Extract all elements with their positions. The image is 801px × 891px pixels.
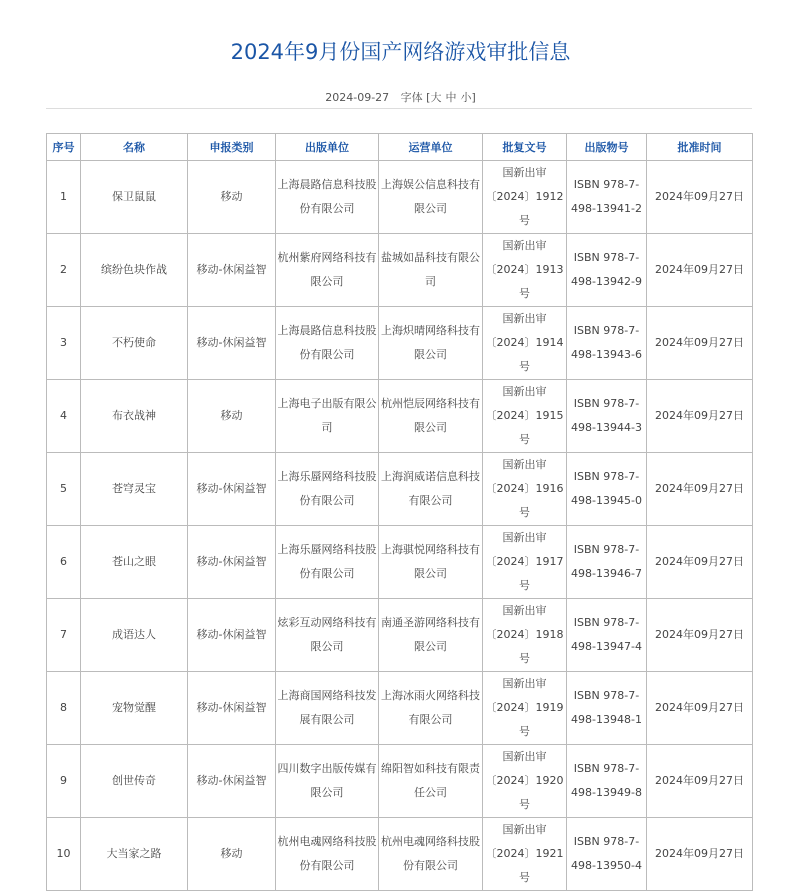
table-cell: 上海润威诺信息科技有限公司	[379, 453, 483, 526]
table-cell: 保卫鼠鼠	[81, 161, 188, 234]
table-cell: 7	[47, 599, 81, 672]
table-cell: 2024年09月27日	[647, 672, 753, 745]
table-cell: 宠物觉醒	[81, 672, 188, 745]
table-cell: 杭州恺辰网络科技有限公司	[379, 380, 483, 453]
table-cell: 国新出审〔2024〕1914号	[483, 307, 567, 380]
table-cell: 绵阳智如科技有限责任公司	[379, 745, 483, 818]
table-cell: 1	[47, 161, 81, 234]
column-header: 序号	[47, 134, 81, 161]
table-cell: 移动-休闲益智	[188, 526, 276, 599]
font-small-link[interactable]: 小	[460, 91, 472, 104]
column-header: 批准时间	[647, 134, 753, 161]
table-cell: 四川数字出版传媒有限公司	[276, 745, 379, 818]
table-cell: 国新出审〔2024〕1913号	[483, 234, 567, 307]
table-row	[47, 818, 753, 891]
font-medium-link[interactable]: 中	[445, 91, 457, 104]
table-cell: 不朽使命	[81, 307, 188, 380]
table-row	[47, 453, 753, 526]
table-cell: 移动-休闲益智	[188, 599, 276, 672]
table-row	[47, 526, 753, 599]
table-cell: 2024年09月27日	[647, 161, 753, 234]
table-cell: 苍山之眼	[81, 526, 188, 599]
table-cell: 国新出审〔2024〕1920号	[483, 745, 567, 818]
table-cell: ISBN 978-7-498-13945-0	[567, 453, 647, 526]
table-cell: 国新出审〔2024〕1921号	[483, 818, 567, 891]
table-cell: 2	[47, 234, 81, 307]
table-cell: 9	[47, 745, 81, 818]
table-cell: 国新出审〔2024〕1917号	[483, 526, 567, 599]
table-row	[47, 380, 753, 453]
table-cell: 10	[47, 818, 81, 891]
table-cell: 缤纷色块作战	[81, 234, 188, 307]
table-row	[47, 161, 753, 234]
font-large-link[interactable]: 大	[430, 91, 442, 104]
table-cell: 上海骐悦网络科技有限公司	[379, 526, 483, 599]
table-cell: 布衣战神	[81, 380, 188, 453]
bracket: [	[426, 91, 431, 104]
table-cell: 8	[47, 672, 81, 745]
table-cell: ISBN 978-7-498-13946-7	[567, 526, 647, 599]
table-cell: ISBN 978-7-498-13941-2	[567, 161, 647, 234]
table-cell: 苍穹灵宝	[81, 453, 188, 526]
column-header: 运营单位	[379, 134, 483, 161]
table-cell: 移动	[188, 161, 276, 234]
table-cell: ISBN 978-7-498-13944-3	[567, 380, 647, 453]
divider	[46, 108, 752, 109]
table-row	[47, 599, 753, 672]
table-row	[47, 745, 753, 818]
column-header: 名称	[81, 134, 188, 161]
table-cell: ISBN 978-7-498-13943-6	[567, 307, 647, 380]
table-cell: ISBN 978-7-498-13950-4	[567, 818, 647, 891]
table-cell: 上海商国网络科技发展有限公司	[276, 672, 379, 745]
table-row	[47, 672, 753, 745]
table-cell: 盐城如晶科技有限公司	[379, 234, 483, 307]
article-meta	[0, 89, 801, 105]
table-cell: 移动-休闲益智	[188, 453, 276, 526]
table-cell: 杭州紫府网络科技有限公司	[276, 234, 379, 307]
table-cell: 2024年09月27日	[647, 453, 753, 526]
table-header-row	[47, 134, 753, 161]
table-cell: 6	[47, 526, 81, 599]
table-cell: 大当家之路	[81, 818, 188, 891]
table-cell: 杭州电魂网络科技股份有限公司	[276, 818, 379, 891]
table-cell: 杭州电魂网络科技股份有限公司	[379, 818, 483, 891]
table-cell: 3	[47, 307, 81, 380]
table-cell: ISBN 978-7-498-13942-9	[567, 234, 647, 307]
column-header: 出版物号	[567, 134, 647, 161]
table-cell: 上海冰雨火网络科技有限公司	[379, 672, 483, 745]
table-cell: 国新出审〔2024〕1919号	[483, 672, 567, 745]
font-label: 字体	[400, 91, 423, 104]
table-cell: 2024年09月27日	[647, 307, 753, 380]
table-cell: 上海晨路信息科技股份有限公司	[276, 161, 379, 234]
table-cell: 移动-休闲益智	[188, 234, 276, 307]
table-cell: 上海电子出版有限公司	[276, 380, 379, 453]
table-cell: ISBN 978-7-498-13947-4	[567, 599, 647, 672]
table-cell: 移动-休闲益智	[188, 745, 276, 818]
table-cell: 成语达人	[81, 599, 188, 672]
page-title: 2024年9月份国产网络游戏审批信息	[230, 40, 571, 64]
table-cell: 5	[47, 453, 81, 526]
bracket: ]	[471, 91, 476, 104]
table-cell: 国新出审〔2024〕1918号	[483, 599, 567, 672]
table-cell: 移动-休闲益智	[188, 307, 276, 380]
table-cell: 上海炽晴网络科技有限公司	[379, 307, 483, 380]
table-cell: 国新出审〔2024〕1912号	[483, 161, 567, 234]
table-cell: 南通圣游网络科技有限公司	[379, 599, 483, 672]
column-header: 批复文号	[483, 134, 567, 161]
table-cell: 创世传奇	[81, 745, 188, 818]
table-cell: 2024年09月27日	[647, 599, 753, 672]
column-header: 出版单位	[276, 134, 379, 161]
table-cell: 移动-休闲益智	[188, 672, 276, 745]
table-cell: 2024年09月27日	[647, 818, 753, 891]
table-cell: 2024年09月27日	[647, 234, 753, 307]
table-cell: ISBN 978-7-498-13949-8	[567, 745, 647, 818]
column-header: 申报类别	[188, 134, 276, 161]
table-cell: 上海晨路信息科技股份有限公司	[276, 307, 379, 380]
table-cell: 移动	[188, 818, 276, 891]
table-cell: 4	[47, 380, 81, 453]
approval-table	[46, 133, 753, 891]
table-cell: ISBN 978-7-498-13948-1	[567, 672, 647, 745]
font-size-label	[401, 91, 476, 104]
table-cell: 国新出审〔2024〕1916号	[483, 453, 567, 526]
table-cell: 炫彩互动网络科技有限公司	[276, 599, 379, 672]
table-cell: 2024年09月27日	[647, 526, 753, 599]
table-cell: 上海乐蜃网络科技股份有限公司	[276, 526, 379, 599]
table-row	[47, 307, 753, 380]
table-cell: 国新出审〔2024〕1915号	[483, 380, 567, 453]
table-cell: 移动	[188, 380, 276, 453]
table-cell: 上海乐蜃网络科技股份有限公司	[276, 453, 379, 526]
table-cell: 2024年09月27日	[647, 380, 753, 453]
publish-date: 2024-09-27	[325, 91, 390, 104]
table-cell: 2024年09月27日	[647, 745, 753, 818]
table-row	[47, 234, 753, 307]
table-cell: 上海娱公信息科技有限公司	[379, 161, 483, 234]
